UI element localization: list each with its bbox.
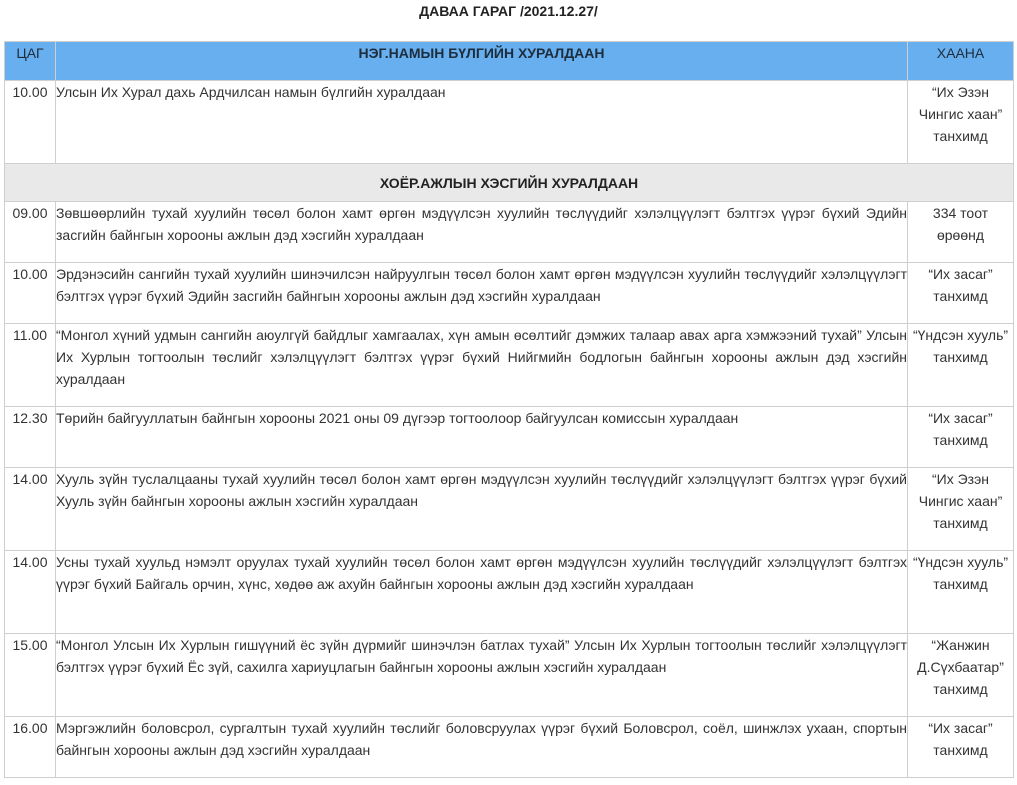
- table-row: [5, 202, 1014, 263]
- row-description: “Монгол хүний удмын сангийн аюулгүй байдлыг хамгаалах, хүн амын өсөлтийг дэмжих талаар авах арга хэмжээний тухай” Улсын Их Хурлын тогтоолын төслийг хэлэлцүүлэгт бэлтгэх үүрэг бүхий Нийгмийн бодлогын байнгын хорооны ажлын дэд хэсгийн хуралдаан: [56, 324, 908, 407]
- column-header-time: ЦАГ: [5, 42, 56, 81]
- row-description: Зөвшөөрлийн тухай хуулийн төсөл болон хамт өргөн мэдүүлсэн хуулийн төслүүдийг хэлэлцүүлэгт бэлтгэх үүрэг бүхий Эдийн засгийн байнгын хорооны ажлын дэд хэсгийн хуралдаан: [56, 202, 908, 263]
- table-row: [5, 407, 1014, 468]
- row-time: 16.00: [5, 717, 56, 778]
- row-description: Эрдэнэсийн сангийн тухай хуулийн шинэчилсэн найруулгын төсөл болон хамт өргөн мэдүүлсэн хуулийн төслүүдийг хэлэлцүүлэгт бэлтгэх үүрэг бүхий Эдийн засгийн байнгын хорооны ажлын дэд хэсгийн хуралдаан: [56, 263, 908, 324]
- table-row: [5, 717, 1014, 778]
- row-location: “Үндсэн хууль” танхимд: [908, 324, 1014, 407]
- row-description: Хууль зүйн туслалцааны тухай хуулийн төсөл болон хамт өргөн мэдүүлсэн хуулийн төслүүдийг хэлэлцүүлэгт бэлтгэх үүрэг бүхий Хууль зүйн байнгын хорооны ажлын хэсгийн хуралдаан: [56, 468, 908, 551]
- row-location: “Их Эзэн Чингис хаан” танхимд: [908, 81, 1014, 164]
- row-description: Улсын Их Хурал дахь Ардчилсан намын бүлгийн хуралдаан: [56, 81, 908, 164]
- row-time: 15.00: [5, 634, 56, 717]
- table-header-row: [5, 42, 1014, 81]
- table-row: [5, 468, 1014, 551]
- table-row: [5, 263, 1014, 324]
- row-time: 14.00: [5, 468, 56, 551]
- row-time: 14.00: [5, 551, 56, 634]
- table-row: [5, 324, 1014, 407]
- row-description: Мэргэжлийн боловсрол, сургалтын тухай хуулийн төслийг боловсруулах үүрэг бүхий Боловсрол, соёл, шинжлэх ухаан, спортын байнгын хорооны ажлын дэд хэсгийн хуралдаан: [56, 717, 908, 778]
- page-title: ДАВАА ГАРАГ /2021.12.27/: [419, 3, 598, 19]
- row-location: “Их Эзэн Чингис хаан” танхимд: [908, 468, 1014, 551]
- row-location: “Үндсэн хууль” танхимд: [908, 551, 1014, 634]
- column-header-place: ХААНА: [908, 42, 1014, 81]
- row-location: “Их засаг” танхимд: [908, 263, 1014, 324]
- row-location: “Жанжин Д.Сүхбаатар” танхимд: [908, 634, 1014, 717]
- row-location: “Их засаг” танхимд: [908, 717, 1014, 778]
- row-time: 12.30: [5, 407, 56, 468]
- section2-title: ХОЁР.АЖЛЫН ХЭСГИЙН ХУРАЛДААН: [5, 164, 1014, 202]
- schedule-table: [4, 41, 1014, 778]
- table-row: [5, 634, 1014, 717]
- table-row: [5, 551, 1014, 634]
- row-description: “Монгол Улсын Их Хурлын гишүүний ёс зүйн дүрмийг шинэчлэн батлах тухай” Улсын Их Хурлын тогтоолын төслийг хэлэлцүүлэгт бэлтгэх үүрэг бүхий Ёс зүй, сахилга хариуцлагын байнгын хорооны ажлын хэсгийн хуралдаан: [56, 634, 908, 717]
- row-time: 10.00: [5, 81, 56, 164]
- row-location: “Их засаг” танхимд: [908, 407, 1014, 468]
- row-description: Төрийн байгууллатын байнгын хорооны 2021 оны 09 дүгээр тогтоолоор байгуулсан комиссын хуралдаан: [56, 407, 908, 468]
- row-time: 11.00: [5, 324, 56, 407]
- row-location: 334 тоот өрөөнд: [908, 202, 1014, 263]
- section1-title: НЭГ.НАМЫН БҮЛГИЙН ХУРАЛДААН: [56, 42, 908, 81]
- section-header-row: [5, 164, 1014, 202]
- table-row: [5, 81, 1014, 164]
- row-time: 10.00: [5, 263, 56, 324]
- row-description: Усны тухай хуульд нэмэлт оруулах тухай хуулийн төсөл болон хамт өргөн мэдүүлсэн хуулийн төслүүдийг хэлэлцүүлэгт бэлтгэх үүрэг бүхий Байгаль орчин, хүнс, хөдөө аж ахуйн байнгын хорооны ажлын дэд хэсгийн хуралдаан: [56, 551, 908, 634]
- row-time: 09.00: [5, 202, 56, 263]
